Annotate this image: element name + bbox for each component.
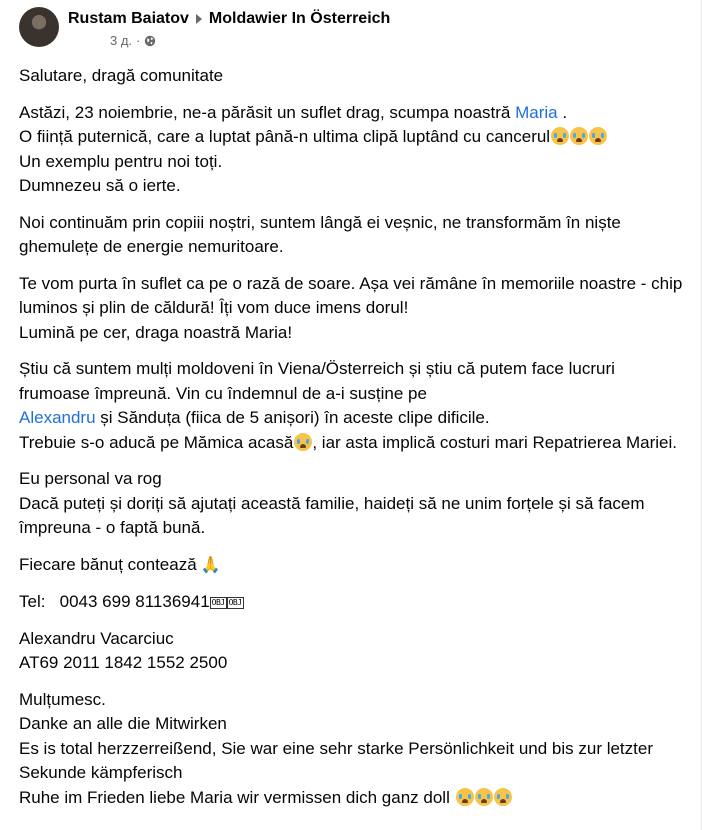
post-text: Te vom purta în suflet ca pe o rază de soare. Așa vei rămâne în memoriile noastre - chip luminos și plin de căldură! Îți vom duce imens dorul! <box>19 273 683 317</box>
post-text: O ființă puternică, care a luptat până-n ultima clipă luptând cu cancerul <box>19 127 551 146</box>
post-header-text <box>68 9 390 50</box>
post-timestamp[interactable]: 3 д. <box>110 33 133 48</box>
greeting-text: Salutare, dragă comunitate <box>19 66 224 85</box>
crying-face-icon <box>551 127 569 145</box>
post-paragraph <box>19 101 683 199</box>
post-text: Mulțumesc. <box>19 689 106 709</box>
post-title-line <box>68 9 390 29</box>
author-avatar[interactable] <box>19 7 59 47</box>
post-paragraph <box>19 553 683 579</box>
post-text: Dacă puteți și doriți să ajutați această familie, haideți să ne unim forțele și să facem împreuna - o faptă bună. <box>19 493 645 537</box>
post-paragraph <box>19 64 683 89</box>
globe-icon[interactable] <box>144 35 156 47</box>
object-replacement-icon: OBJ <box>228 598 242 607</box>
post-paragraph <box>19 467 683 541</box>
post-text: Știu că suntem mulți moldoveni în Viena/Österreich și știu că putem face lucruri frumoase împreună. Vin cu îndemnul de a-i susține pe <box>19 359 615 403</box>
group-name[interactable]: Moldawier In Österreich <box>208 10 391 27</box>
post-text: Eu personal va rog <box>19 469 162 488</box>
crying-face-icon <box>475 788 493 806</box>
post-text: Lumină pe cer, draga noastră Maria! <box>19 322 293 342</box>
post-header <box>19 7 390 51</box>
mention-alexandru[interactable]: Alexandru <box>19 408 96 427</box>
post-paragraph <box>19 357 683 455</box>
account-holder: Alexandru Vacarciuc <box>19 628 174 648</box>
iban-number: AT69 2011 1842 1552 2500 <box>19 653 228 672</box>
post-text: Danke an alle die Mitwirken <box>19 714 227 733</box>
phone-number: 0043 699 81136941 <box>59 592 210 611</box>
phone-label: Tel: <box>19 592 46 611</box>
post-text: Ruhe im Frieden liebe Maria wir vermissen dich ganz doll <box>19 787 450 807</box>
post-text: Noi continuăm prin copiii noștri, suntem lângă ei veșnic, ne transformăm în niște ghemulețe de energie nemuritoare. <box>19 212 621 256</box>
post-paragraph <box>19 688 683 811</box>
post-paragraph <box>19 590 683 615</box>
mention-maria[interactable]: Maria <box>515 102 558 122</box>
chevron-right-icon <box>196 14 202 24</box>
post-text: Fiecare bănuț contează <box>19 554 197 574</box>
meta-separator: · <box>136 33 141 48</box>
crying-face-icon <box>456 788 474 806</box>
folded-hands-icon: 🙏 <box>200 556 221 574</box>
post-text: Dumnezeu să o ierte. <box>19 176 181 195</box>
crying-face-icon <box>494 788 512 806</box>
post-text: Trebuie s-o aducă pe Mămica acasă <box>19 432 294 452</box>
post-paragraph <box>19 211 683 260</box>
post-text: . <box>557 102 568 122</box>
object-replacement-icon: OBJ <box>211 598 225 607</box>
post-text: Un exemplu pentru noi toți. <box>19 151 223 171</box>
post-body <box>19 64 683 822</box>
author-name[interactable]: Rustam Baiatov <box>68 10 189 27</box>
post-text: Astăzi, 23 noiembrie, ne-a părăsit un suflet drag, scumpa noastră <box>19 102 516 122</box>
post-paragraph <box>19 627 683 676</box>
crying-face-icon <box>294 433 312 451</box>
post-text: Es is total herzzerreißend, Sie war eine sehr starke Persönlichkeit und bis zur letzter Sekunde kämpferisch <box>19 738 653 782</box>
crying-face-icon <box>570 127 588 145</box>
post-text: , iar asta implică costuri mari Repatrierea Mariei. <box>312 432 678 452</box>
post-meta <box>110 32 390 50</box>
post-text: și Sănduța (fiica de 5 anișori) în aceste clipe dificile. <box>95 408 490 427</box>
post-paragraph <box>19 272 683 346</box>
crying-face-icon <box>589 127 607 145</box>
